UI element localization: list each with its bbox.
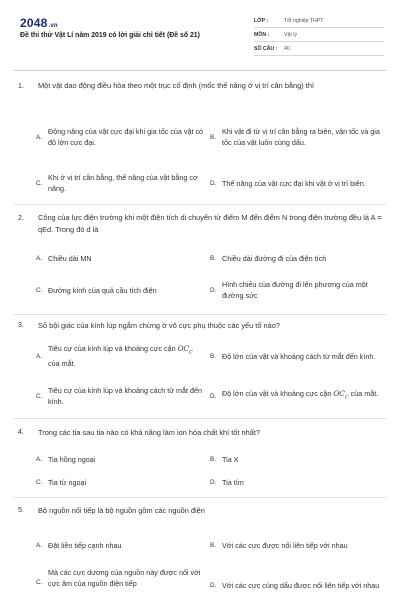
option-d[interactable] (210, 474, 386, 490)
option-text: Tiêu cự của kính lúp và khoảng cực cận $OC_C$ của mắt. (48, 343, 193, 369)
question-divider (14, 314, 386, 315)
option-letter: C. (36, 179, 43, 187)
question-text: Một vật dao động điều hòa theo một trục cố định (mốc thế năng ở vị trí cân bằng) thì (38, 81, 314, 90)
option-text: Tia tím (222, 477, 244, 487)
option-b[interactable] (210, 343, 386, 369)
option-b[interactable] (210, 118, 386, 156)
question-text: Công của lực điện trường khi một điện tích di chuyển từ điểm M đến điểm N trong điện trường đều là A = qEd. Trong đó d là (38, 213, 382, 234)
option-text: Khi ở vị trí cân bằng, thế năng của vật bằng cơ năng. (48, 173, 198, 193)
header-separator (14, 70, 386, 71)
meta-subject-row (254, 28, 384, 42)
exam-header (0, 0, 400, 70)
option-text: Chiều dài đường đi của điện tích (222, 253, 327, 263)
option-a[interactable] (36, 124, 204, 150)
option-text: Mà các cực dương của nguồn này được nối với cực âm của nguồn điện tiếp (48, 568, 201, 588)
question-text: Số bội giác của kính lúp ngắm chừng ở vô cực phụ thuộc các yếu tố nào? (38, 321, 280, 330)
option-a[interactable] (36, 451, 204, 467)
option-c[interactable] (36, 383, 204, 409)
option-b[interactable] (210, 250, 386, 266)
option-c[interactable] (36, 474, 204, 490)
option-c[interactable] (36, 282, 204, 298)
option-d[interactable] (210, 170, 386, 196)
meta-count-row (254, 42, 384, 56)
option-d[interactable] (210, 572, 386, 598)
option-text: Chiều dài MN (48, 253, 92, 263)
option-b[interactable] (210, 451, 386, 467)
option-letter: C. (36, 579, 43, 586)
meta-class-key: LỚP : (254, 17, 269, 24)
option-text: Động năng của vật cực đại khi gia tốc của vật có độ lớn cực đại. (48, 127, 204, 147)
option-text: Tiêu cự của kính lúp và khoảng cách từ mắt đến kính. (48, 386, 202, 406)
option-letter: A. (36, 254, 43, 262)
question-text: Bộ nguồn nối tiếp là bộ nguồn gồm các nguồn điện (38, 506, 205, 515)
option-letter: B. (210, 541, 217, 549)
question-divider (14, 418, 386, 419)
option-a[interactable] (36, 343, 204, 369)
question-text: Trong các tia sau tia nào có khả năng làm ion hóa chất khí tốt nhất? (38, 428, 260, 437)
meta-class-row (254, 14, 384, 28)
option-b[interactable] (210, 532, 386, 558)
meta-count-value: 40 (284, 45, 290, 52)
option-letter: D. (210, 581, 217, 589)
option-letter: D. (210, 478, 217, 486)
option-letter: B. (210, 455, 217, 463)
option-letter: D. (210, 179, 217, 187)
option-text: Đặt liền tiếp cạnh nhau (48, 540, 122, 550)
site-logo[interactable]: 2048.vn (20, 16, 58, 30)
option-text: Khi vật đi từ vị trí cân bằng ra biên, vận tốc và gia tốc của vật luôn cùng dấu. (222, 127, 380, 147)
option-letter: A. (36, 541, 43, 549)
option-letter: B. (210, 133, 217, 141)
option-text: Tia X (222, 454, 239, 464)
question-number: 3. (18, 322, 24, 329)
meta-subject-value: Vật lý (284, 31, 297, 38)
option-letter: A. (36, 133, 43, 141)
option-text: Thế năng của vật cực đại khi vật ở vị trí biên. (222, 178, 366, 188)
option-a[interactable] (36, 537, 204, 553)
meta-subject-key: MÔN : (254, 31, 270, 38)
question-number: 5. (18, 507, 24, 514)
option-text: Độ lớn của vật và khoảng cực cận $OC_C$ của mắt. (222, 389, 379, 401)
question-number: 1. (18, 83, 24, 90)
option-c[interactable] (36, 567, 204, 600)
exam-meta (254, 14, 384, 56)
option-text: Độ lớn của vật và khoảng cách từ mắt đến kính. (222, 351, 376, 361)
option-letter: B. (210, 352, 217, 360)
question-number: 2. (18, 215, 24, 222)
option-letter: A. (36, 455, 43, 463)
option-letter: C. (36, 478, 43, 486)
option-d[interactable] (210, 383, 386, 409)
option-text: Đường kính của quả cầu tích điện (48, 285, 157, 295)
question-number: 4. (18, 429, 24, 436)
option-letter: C. (36, 392, 43, 400)
option-c[interactable] (36, 170, 204, 196)
option-d[interactable] (210, 277, 386, 303)
option-letter: D. (210, 392, 217, 400)
option-letter: A. (36, 352, 43, 360)
option-text: Tia tử ngoại (48, 477, 87, 487)
option-letter: B. (210, 254, 217, 262)
exam-title: Đề thi thử Vật Lí năm 2019 có lời giải chi tiết (Đề số 21) (20, 32, 200, 39)
option-letter: C. (36, 286, 43, 294)
option-a[interactable] (36, 250, 204, 266)
question-divider (14, 497, 386, 498)
option-text: Tia hồng ngoại (48, 454, 96, 464)
option-text: Với các cực cùng dấu được nối liên tiếp với nhau (222, 580, 380, 590)
meta-class-value: Tốt nghiệp THPT (284, 17, 324, 24)
option-letter: D. (210, 286, 217, 294)
meta-count-key: SỐ CÂU : (254, 45, 278, 52)
option-text: Với các cực được nối liên tiếp với nhau (222, 540, 348, 550)
option-text: Hình chiếu của đường đi lên phương của một đường sức (222, 280, 368, 300)
question-divider (14, 204, 386, 205)
